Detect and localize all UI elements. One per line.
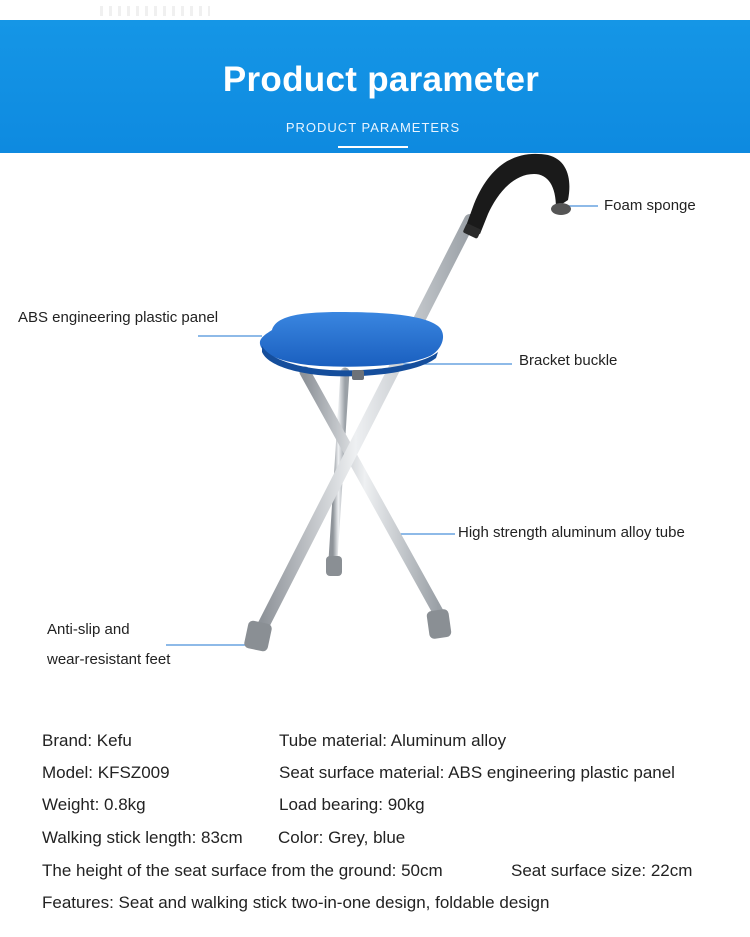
spec-load: Load bearing: 90kg bbox=[279, 795, 425, 814]
spec-weight: Weight: 0.8kg bbox=[42, 795, 146, 814]
callout-feet-line1: Anti-slip and bbox=[47, 621, 130, 638]
top-decoration bbox=[100, 6, 210, 16]
callout-abs: ABS engineering plastic panel bbox=[18, 309, 219, 326]
page-title: Product parameter bbox=[222, 60, 540, 99]
callout-foam: Foam sponge bbox=[604, 197, 696, 214]
spec-seat-material: Seat surface material: ABS engineering plastic panel bbox=[279, 763, 675, 782]
spec-brand: Brand: Kefu bbox=[42, 731, 132, 750]
callout-bracket: Bracket buckle bbox=[519, 352, 618, 369]
header-banner bbox=[0, 20, 750, 153]
callout-feet-line2: wear-resistant feet bbox=[47, 651, 171, 668]
spec-model: Model: KFSZ009 bbox=[42, 763, 170, 782]
callout-lines bbox=[166, 206, 598, 645]
spec-features: Features: Seat and walking stick two-in-one design, foldable design bbox=[42, 893, 550, 912]
callout-tube: High strength aluminum alloy tube bbox=[458, 524, 685, 541]
spec-seat-size: Seat surface size: 22cm bbox=[511, 861, 693, 880]
cane-shaft bbox=[243, 220, 470, 652]
spec-seat-height: The height of the seat surface from the ground: 50cm bbox=[42, 861, 443, 880]
foam-handle bbox=[463, 154, 571, 239]
spec-stick-length: Walking stick length: 83cm bbox=[42, 828, 243, 847]
spec-color: Color: Grey, blue bbox=[278, 828, 406, 847]
subtitle-underline bbox=[338, 146, 408, 148]
seat-panel bbox=[260, 312, 443, 380]
page-subtitle: PRODUCT PARAMETERS bbox=[285, 120, 461, 135]
spec-tube-material: Tube material: Aluminum alloy bbox=[279, 731, 507, 750]
bracket-buckle bbox=[352, 370, 364, 380]
